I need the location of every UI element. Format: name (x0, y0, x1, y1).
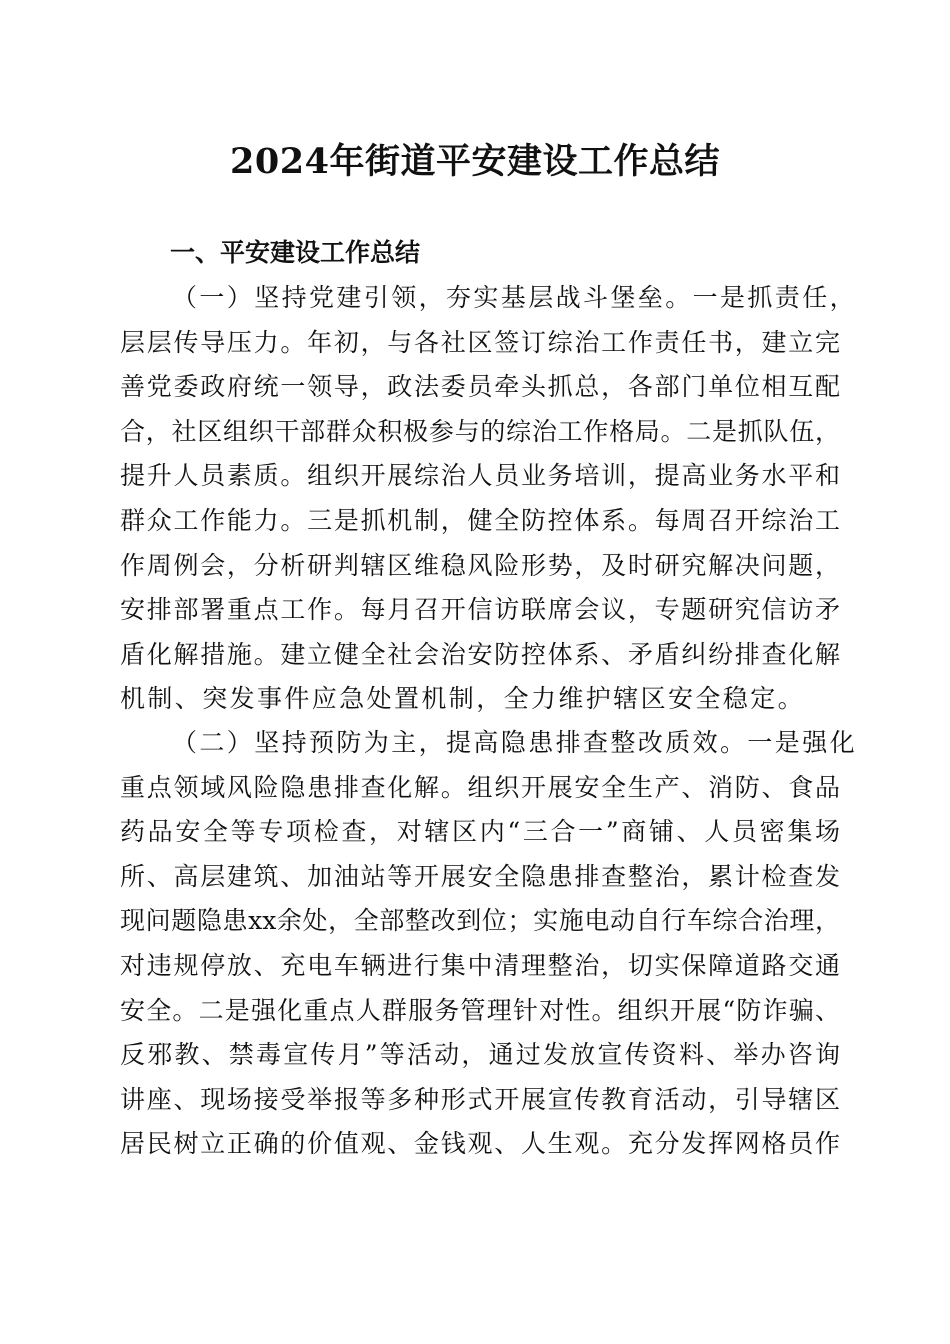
paragraph-line: 所、高层建筑、加油站等开展安全隐患排查整治，累计检查发 (120, 861, 840, 891)
paragraph-line: 善党委政府统一领导，政法委员牵头抓总，各部门单位相互配 (120, 372, 840, 402)
paragraph-line: 居民树立正确的价值观、金钱观、人生观。充分发挥网格员作 (120, 1129, 840, 1159)
paragraph-line: 合，社区组织干部群众积极参与的综治工作格局。二是抓队伍， (120, 416, 840, 446)
section-heading: 一、平安建设工作总结 (170, 238, 421, 267)
paragraph-line: 讲座、现场接受举报等多种形式开展宣传教育活动，引导辖区 (120, 1084, 840, 1114)
paragraph-line: 反邪教、禁毒宣传月”等活动，通过发放宣传资料、举办咨询 (120, 1040, 840, 1070)
paragraph-line: 作周例会，分析研判辖区维稳风险形势，及时研究解决问题， (120, 550, 840, 580)
paragraph-line: 安排部署重点工作。每月召开信访联席会议，专题研究信访矛 (120, 595, 840, 625)
paragraph-line: （二）坚持预防为主，提高隐患排查整改质效。一是强化 (172, 728, 858, 757)
paragraph-line: 提升人员素质。组织开展综治人员业务培训，提高业务水平和 (120, 461, 840, 491)
paragraph-line: 机制、突发事件应急处置机制，全力维护辖区安全稳定。 (120, 684, 806, 714)
paragraph-line: 盾化解措施。建立健全社会治安防控体系、矛盾纠纷排查化解 (120, 639, 840, 669)
paragraph-line: 对违规停放、充电车辆进行集中清理整治，切实保障道路交通 (120, 950, 840, 980)
paragraph-line: 群众工作能力。三是抓机制，健全防控体系。每周召开综治工 (120, 505, 840, 535)
paragraph-line: （一）坚持党建引领，夯实基层战斗堡垒。一是抓责任， (172, 283, 858, 312)
document-title: 2024年街道平安建设工作总结 (230, 141, 720, 182)
paragraph-2 (120, 721, 858, 1167)
paragraph-line: 现问题隐患xx余处，全部整改到位；实施电动自行车综合治理， (120, 906, 840, 936)
paragraph-line: 安全。二是强化重点人群服务管理针对性。组织开展“防诈骗、 (120, 995, 840, 1025)
paragraph-line: 层层传导压力。年初，与各社区签订综治工作责任书，建立完 (120, 327, 840, 357)
paragraph-line: 重点领域风险隐患排查化解。组织开展安全生产、消防、食品 (120, 772, 840, 802)
paragraph-1 (120, 276, 858, 722)
paragraph-line: 药品安全等专项检查，对辖区内“三合一”商铺、人员密集场 (120, 817, 840, 847)
